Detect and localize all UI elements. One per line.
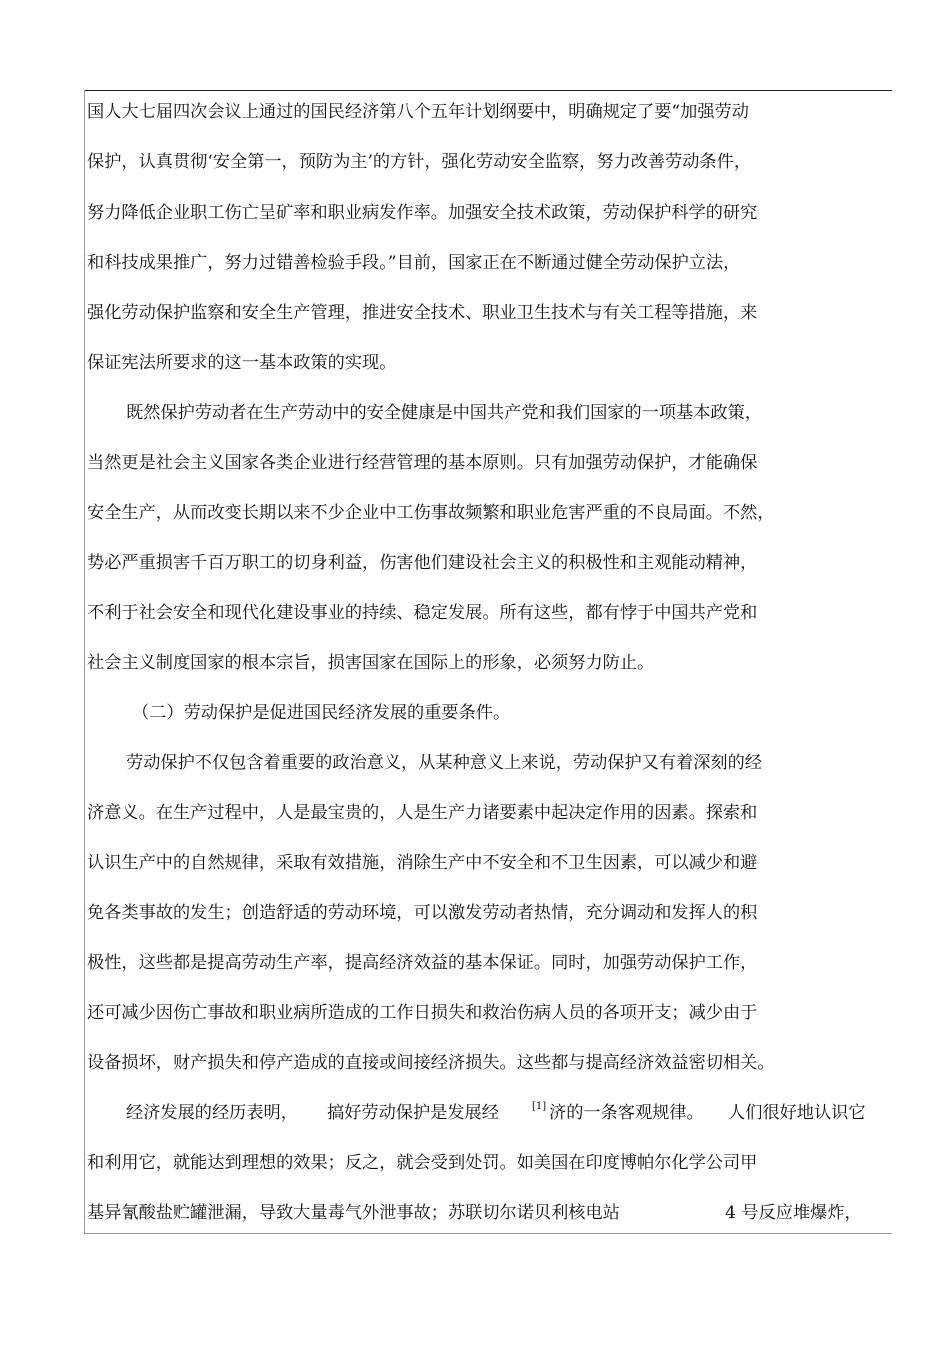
bottom-rule xyxy=(84,1233,892,1234)
paragraph-4-line-1-part-1: 经济发展的经历表明， xyxy=(126,1103,298,1123)
paragraph-2-line-6: 社会主义制度国家的根本宗旨，损害国家在国际上的形象，必须努力防止。 xyxy=(87,653,655,673)
paragraph-2-line-4: 势必严重损害千百万职工的切身利益，伤害他们建设社会主义的积极性和主观能动精神， xyxy=(87,553,758,573)
paragraph-4-line-2: 和利用它，就能达到理想的效果；反之，就会受到处罚。如美国在印度博帕尔化学公司甲 xyxy=(87,1153,758,1173)
paragraph-1-line-3: 努力降低企业职工伤亡呈矿率和职业病发作率。加强安全技术政策，劳动保护科学的研究 xyxy=(87,203,758,223)
paragraph-4-line-1-part-3: 济的一条客观规律。 xyxy=(549,1103,704,1123)
paragraph-4-line-3-part-2: 4 号反应堆爆炸， xyxy=(725,1203,862,1223)
paragraph-4-line-3-part-1: 基异氰酸盐贮罐泄漏，导致大量毒气外泄事故；苏联切尔诺贝利核电站 xyxy=(87,1203,620,1223)
paragraph-3-line-3: 认识生产中的自然规律，采取有效措施，消除生产中不安全和不卫生因素，可以减少和避 xyxy=(87,853,758,873)
paragraph-2-line-5: 不利于社会安全和现代化建设事业的持续、稳定发展。所有这些，都有悖于中国共产党和 xyxy=(87,603,758,623)
paragraph-2-line-1: 既然保护劳动者在生产劳动中的安全健康是中国共产党和我们国家的一项基本政策， xyxy=(126,403,762,423)
section-heading: （二）劳动保护是促进国民经济发展的重要条件。 xyxy=(132,703,511,723)
paragraph-1-line-1: 国人大七届四次会议上通过的国民经济第八个五年计划纲要中，明确规定了要“加强劳动 xyxy=(87,102,749,122)
paragraph-1-line-5: 强化劳动保护监察和安全生产管理，推进安全技术、职业卫生技术与有关工程等措施，来 xyxy=(87,303,758,323)
paragraph-3-line-5: 极性，这些都是提高劳动生产率，提高经济效益的基本保证。同时，加强劳动保护工作， xyxy=(87,953,758,973)
left-margin-rule xyxy=(84,90,85,1233)
paragraph-3-line-2: 济意义。在生产过程中，人是最宝贵的，人是生产力诸要素中起决定作用的因素。探索和 xyxy=(87,803,758,823)
paragraph-1-line-4: 和科技成果推广，努力过错善检验手段。”目前，国家正在不断通过健全劳动保护立法， xyxy=(87,253,741,273)
paragraph-1-line-2: 保护，认真贯彻‘安全第一，预防为主’的方针，强化劳动安全监察，努力改善劳动条件， xyxy=(87,152,752,172)
paragraph-1-line-6: 保证宪法所要求的这一基本政策的实现。 xyxy=(87,353,397,373)
footnote-reference: [1] xyxy=(532,1101,547,1112)
paragraph-3-line-4: 免各类事故的发生；创造舒适的劳动环境，可以激发劳动者热情，充分调动和发挥人的积 xyxy=(87,903,758,923)
paragraph-3-line-6: 还可减少因伤亡事故和职业病所造成的工作日损失和救治伤病人员的各项开支；减少由于 xyxy=(87,1003,758,1023)
paragraph-4-line-1-part-4: 人们很好地认识它 xyxy=(728,1103,866,1123)
paragraph-3-line-7: 设备损坏，财产损失和停产造成的直接或间接经济损失。这些都与提高经济效益密切相关。 xyxy=(87,1053,775,1073)
paragraph-3-line-1: 劳动保护不仅包含着重要的政治意义，从某种意义上来说，劳动保护又有着深刻的经 xyxy=(126,753,762,773)
paragraph-2-line-3: 安全生产，从而改变长期以来不少企业中工伤事故频繁和职业危害严重的不良局面。不然， xyxy=(87,503,775,523)
top-rule xyxy=(84,90,892,91)
paragraph-4-line-1-part-2: 搞好劳动保护是发展经 xyxy=(327,1103,499,1123)
paragraph-2-line-2: 当然更是社会主义国家各类企业进行经营管理的基本原则。只有加强劳动保护，才能确保 xyxy=(87,453,758,473)
